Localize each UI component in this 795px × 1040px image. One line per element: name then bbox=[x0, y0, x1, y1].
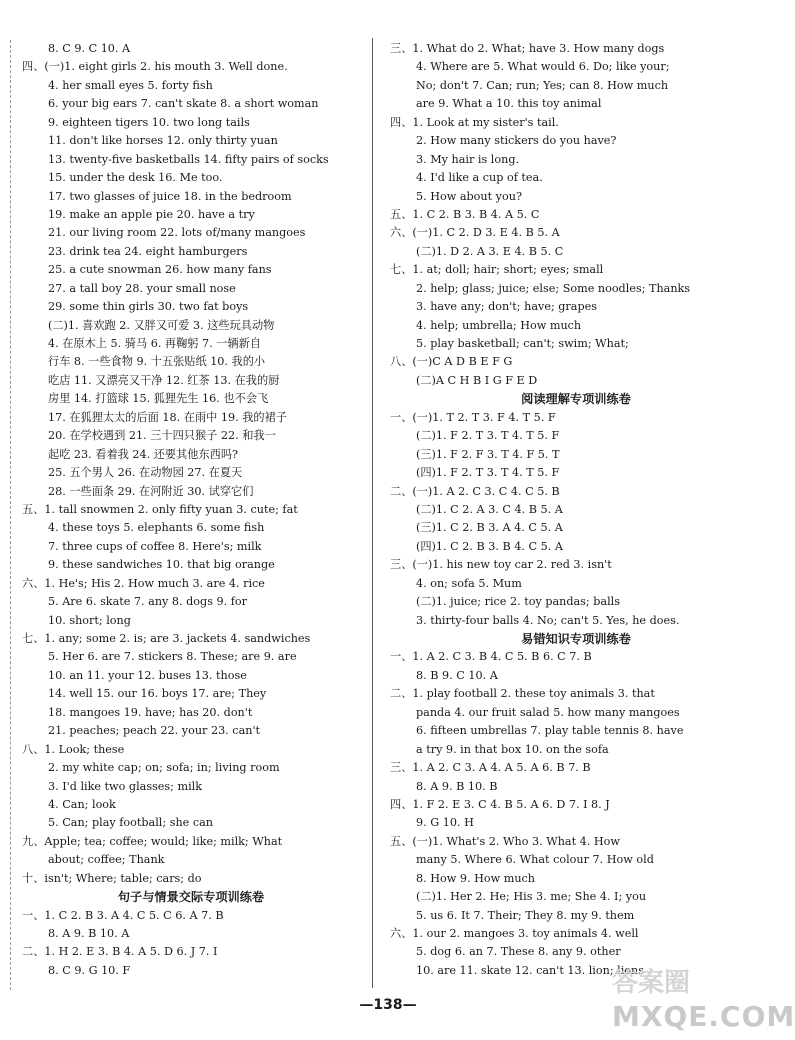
answer-line: 二、1. play football 2. these toy animals 3. that bbox=[390, 687, 655, 701]
answer-line: 五、1. tall snowmen 2. only fifty yuan 3. cute; fat bbox=[22, 502, 298, 516]
answer-line: 29. some thin girls 30. two fat boys bbox=[48, 300, 249, 314]
answer-line: 吃店 11. 又漂亮又干净 12. 红茶 13. 在我的厨 bbox=[48, 373, 280, 387]
answer-line: 六、1. He's; His 2. How much 3. are 4. rice bbox=[22, 576, 265, 590]
answer-line: 8. C 9. C 10. A bbox=[48, 42, 131, 55]
answer-line: 4. on; sofa 5. Mum bbox=[416, 576, 522, 590]
section-heading: 阅读理解专项训练卷 bbox=[521, 392, 631, 407]
watermark-logo: 答案圈 bbox=[612, 968, 691, 998]
answer-line: 起吃 23. 看着我 24. 还要其他东西吗? bbox=[48, 447, 239, 461]
answer-line: 10. short; long bbox=[48, 613, 131, 627]
answer-line: 19. make an apple pie 20. have a try bbox=[48, 207, 255, 221]
answer-line: a try 9. in that box 10. on the sofa bbox=[416, 742, 609, 756]
answer-line: 5. dog 6. an 7. These 8. any 9. other bbox=[416, 945, 621, 959]
answer-line: 10. an 11. your 12. buses 13. those bbox=[48, 668, 247, 682]
answer-line: 23. drink tea 24. eight hamburgers bbox=[48, 244, 248, 258]
answer-line: (二)1. C 2. A 3. C 4. B 5. A bbox=[416, 502, 563, 516]
answer-line: 八、1. Look; these bbox=[22, 742, 125, 756]
answer-line: 4. Can; look bbox=[48, 797, 116, 811]
answer-line: 5. Can; play football; she can bbox=[48, 816, 213, 830]
answer-line: 4. her small eyes 5. forty fish bbox=[48, 78, 213, 92]
answer-line: 6. your big ears 7. can't skate 8. a short woman bbox=[48, 97, 319, 111]
watermark: MXQE.COM bbox=[612, 1000, 795, 1033]
answer-line: are 9. What a 10. this toy animal bbox=[416, 97, 602, 111]
answer-line: 四、1. Look at my sister's tail. bbox=[390, 115, 559, 129]
answer-line: 4. Where are 5. What would 6. Do; like your; bbox=[416, 60, 670, 74]
answer-line: 5. us 6. It 7. Their; They 8. my 9. them bbox=[416, 908, 635, 922]
answer-line: 行车 8. 一些食物 9. 十五张贴纸 10. 我的小 bbox=[48, 355, 266, 369]
answer-line: (四)1. F 2. T 3. T 4. T 5. F bbox=[416, 466, 560, 480]
answer-line: 11. don't like horses 12. only thirty yuan bbox=[48, 134, 278, 148]
answer-line: 一、1. A 2. C 3. B 4. C 5. B 6. C 7. B bbox=[390, 650, 592, 664]
answer-line: 4. I'd like a cup of tea. bbox=[416, 171, 543, 185]
answer-line: 3. thirty-four balls 4. No; can't 5. Yes, he does. bbox=[416, 613, 680, 627]
answer-line: 5. Her 6. are 7. stickers 8. These; are 9. are bbox=[48, 650, 297, 664]
answer-line: many 5. Where 6. What colour 7. How old bbox=[416, 853, 654, 867]
answer-line: 七、1. at; doll; hair; short; eyes; small bbox=[390, 263, 604, 277]
answer-line: 9. these sandwiches 10. that big orange bbox=[48, 558, 275, 572]
section-heading: 易错知识专项训练卷 bbox=[521, 632, 631, 646]
answer-line: 5. How about you? bbox=[416, 189, 522, 203]
answer-line: 三、1. What do 2. What; have 3. How many dogs bbox=[390, 42, 665, 55]
answer-line: 21. peaches; peach 22. your 23. can't bbox=[48, 724, 261, 738]
answer-line: 3. have any; don't; have; grapes bbox=[416, 300, 597, 314]
answer-line: 21. our living room 22. lots of/many mangoes bbox=[48, 226, 306, 240]
answer-line: 8. A 9. B 10. B bbox=[416, 779, 498, 793]
answer-line: 5. Are 6. skate 7. any 8. dogs 9. for bbox=[48, 595, 247, 609]
answer-line: 七、1. any; some 2. is; are 3. jackets 4. sandwiches bbox=[22, 632, 311, 645]
answer-line: 27. a tall boy 28. your small nose bbox=[48, 281, 236, 295]
left-column bbox=[22, 40, 360, 980]
answer-line: (二)A C H B I G F E D bbox=[416, 373, 538, 387]
answer-line: about; coffee; Thank bbox=[48, 853, 165, 867]
answer-line: 2. my white cap; on; sofa; in; living room bbox=[48, 761, 280, 775]
answer-line: panda 4. our fruit salad 5. how many mangoes bbox=[416, 705, 680, 719]
answer-line: 8. How 9. How much bbox=[416, 871, 535, 885]
answer-line: 四、(一)1. eight girls 2. his mouth 3. Well done. bbox=[22, 60, 288, 74]
answer-line: 五、1. C 2. B 3. B 4. A 5. C bbox=[390, 207, 540, 221]
answer-line: (二)1. F 2. T 3. T 4. T 5. F bbox=[416, 429, 560, 443]
page-number: —138— bbox=[359, 997, 417, 1013]
answer-line: 六、1. our 2. mangoes 3. toy animals 4. well bbox=[390, 927, 639, 940]
right-column bbox=[390, 40, 762, 980]
answer-line: 15. under the desk 16. Me too. bbox=[48, 171, 223, 185]
answer-line: 10. are 11. skate 12. can't 13. lion; lions bbox=[416, 963, 644, 977]
answer-line: 十、isn't; Where; table; cars; do bbox=[22, 871, 202, 885]
answer-line: 9. G 10. H bbox=[416, 816, 474, 830]
answer-line: 房里 14. 打篮球 15. 狐狸先生 16. 也不会飞 bbox=[48, 392, 269, 406]
answer-line: 二、1. H 2. E 3. B 4. A 5. D 6. J 7. I bbox=[22, 945, 218, 959]
answer-line: 28. 一些面条 29. 在河附近 30. 试穿它们 bbox=[48, 484, 254, 498]
answer-line: 4. 在原木上 5. 骑马 6. 再鞠躬 7. 一辆新自 bbox=[48, 337, 262, 350]
answer-line: 九、Apple; tea; coffee; would; like; milk; What bbox=[22, 834, 283, 848]
answer-line: (三)1. F 2. F 3. T 4. F 5. T bbox=[416, 447, 560, 461]
answer-line: 一、(一)1. T 2. T 3. F 4. T 5. F bbox=[390, 410, 556, 424]
answer-line: 4. these toys 5. elephants 6. some fish bbox=[48, 521, 265, 535]
answer-line: 9. eighteen tigers 10. two long tails bbox=[48, 115, 250, 129]
answer-line: (四)1. C 2. B 3. B 4. C 5. A bbox=[416, 539, 563, 553]
answer-line: 18. mangoes 19. have; has 20. don't bbox=[48, 705, 253, 719]
answer-line: 2. help; glass; juice; else; Some noodles; Thanks bbox=[416, 281, 691, 295]
answer-line: 20. 在学校遇到 21. 三十四只猴子 22. 和我一 bbox=[48, 429, 276, 443]
answer-line: 8. C 9. G 10. F bbox=[48, 963, 131, 977]
answer-line: 6. fifteen umbrellas 7. play table tennis 8. have bbox=[416, 724, 684, 738]
answer-line: No; don't 7. Can; run; Yes; can 8. How much bbox=[416, 78, 669, 92]
answer-line: (二)1. juice; rice 2. toy pandas; balls bbox=[416, 595, 620, 609]
answer-line: 8. B 9. C 10. A bbox=[416, 668, 498, 682]
answer-line: 14. well 15. our 16. boys 17. are; They bbox=[48, 687, 267, 701]
answer-line: 3. I'd like two glasses; milk bbox=[48, 779, 203, 793]
answer-line: 13. twenty-five basketballs 14. fifty pairs of socks bbox=[48, 152, 329, 166]
column-divider bbox=[372, 38, 373, 988]
answer-line: 25. a cute snowman 26. how many fans bbox=[48, 263, 272, 277]
answer-line: 3. My hair is long. bbox=[416, 152, 520, 166]
section-heading: 句子与情景交际专项训练卷 bbox=[117, 890, 265, 905]
answer-line: 四、1. F 2. E 3. C 4. B 5. A 6. D 7. I 8. J bbox=[390, 797, 610, 811]
answer-line: (三)1. C 2. B 3. A 4. C 5. A bbox=[416, 521, 563, 535]
answer-line: 5. play basketball; can't; swim; What; bbox=[416, 337, 629, 350]
answer-line: 二、(一)1. A 2. C 3. C 4. C 5. B bbox=[390, 484, 560, 498]
answer-line: 4. help; umbrella; How much bbox=[416, 318, 582, 332]
answer-line: 一、1. C 2. B 3. A 4. C 5. C 6. A 7. B bbox=[22, 908, 224, 922]
answer-line: 三、(一)1. his new toy car 2. red 3. isn't bbox=[390, 558, 612, 572]
answer-line: 25. 五个男人 26. 在动物园 27. 在夏天 bbox=[48, 466, 243, 480]
answer-line: 六、(一)1. C 2. D 3. E 4. B 5. A bbox=[390, 226, 560, 240]
answer-line: 八、(一)C A D B E F G bbox=[390, 355, 513, 369]
binding-edge bbox=[10, 40, 12, 990]
answer-line: 8. A 9. B 10. A bbox=[48, 927, 130, 940]
answer-line: 7. three cups of coffee 8. Here's; milk bbox=[48, 539, 262, 553]
answer-line: (二)1. Her 2. He; His 3. me; She 4. I; you bbox=[416, 890, 647, 904]
answer-line: 17. two glasses of juice 18. in the bedroom bbox=[48, 189, 292, 203]
answer-line: 17. 在狐狸太太的后面 18. 在雨中 19. 我的裙子 bbox=[48, 410, 287, 424]
answer-line: (二)1. D 2. A 3. E 4. B 5. C bbox=[416, 244, 564, 258]
answer-line: 五、(一)1. What's 2. Who 3. What 4. How bbox=[390, 834, 620, 848]
answer-line: 2. How many stickers do you have? bbox=[416, 134, 617, 148]
answer-line: (二)1. 喜欢跑 2. 又胖又可爱 3. 这些玩具动物 bbox=[48, 318, 275, 332]
answer-line: 三、1. A 2. C 3. A 4. A 5. A 6. B 7. B bbox=[390, 761, 591, 775]
